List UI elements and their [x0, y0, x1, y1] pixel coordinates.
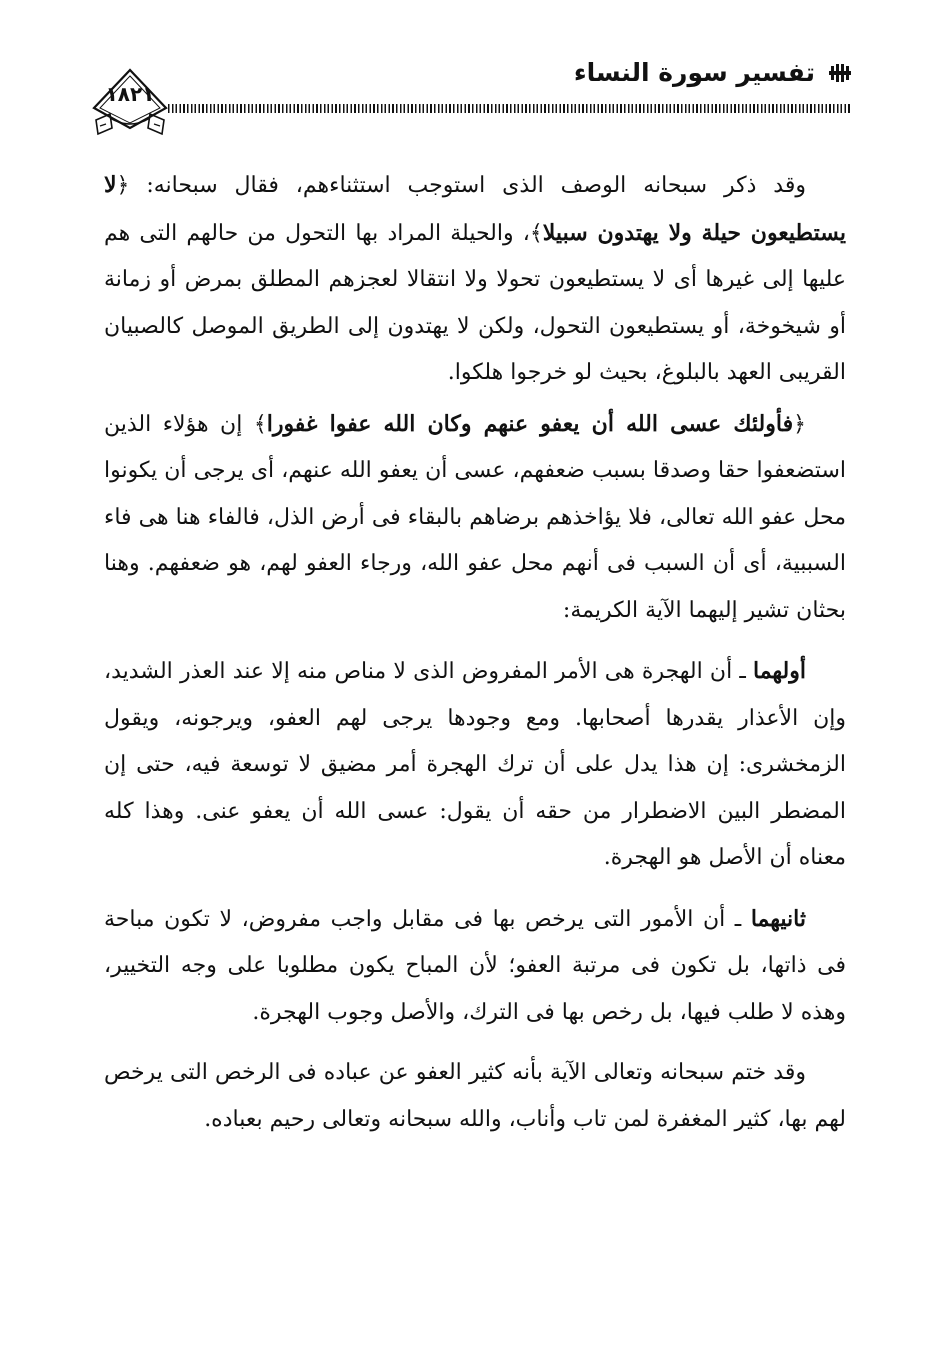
second-point-heading: ثانيهما	[750, 905, 806, 932]
first-point-heading: أولهما	[752, 658, 806, 684]
verse-open-bracket: ﴿	[793, 411, 806, 437]
paragraph-2-body: إن هؤلاء الذين استضعفوا حقا وصدقا بسبب ضعفهم، عسى أن يعفو الله عنهم، أى يرجى أن يكونوا محل عفو الله تعالى، فلا يؤاخذهم برضاهم بالبقاء فى أرض الذل، فالفاء هنا هى فاء السببية، أى أن السبب فى أنهم محل عفو الله، ورجاء العفو لهم، هو ضعفهم. وهنا بحثان تشير إليهما الآية الكريمة:	[104, 411, 846, 623]
paragraph-3	[104, 648, 846, 882]
paragraph-1-body: ، والحيلة المراد بها التحول من حالهم التى هم عليها إلى غيرها أى لا يستطيعون تحولا ولا انتقالا لعجزهم المطلق بمرض أو زمانة أو شيخوخة، أو يستطيعون التحول، ولكن لا يهتدون إلى الطريق الموصل كالصبيان القريبى العهد بالبلوغ، بحيث لو خرجوا هلكوا.	[104, 220, 846, 385]
page-header	[90, 52, 851, 152]
paragraph-4-body: ـ أن الأمور التى يرخص بها فى مقابل واجب مفروض، لا تكون مباحة فى ذاتها، بل تكون فى مرتبة العفو؛ لأن المباح يكون مطلوبا على وجه التخيير، وهذه لا طلب فيها، بل رخص بها فى الترك، والأصل وجوب الهجرة.	[104, 906, 846, 1025]
header-rule	[168, 104, 851, 113]
paragraph-5-body: وقد ختم سبحانه وتعالى الآية بأنه كثير العفو عن عباده فى الرخص التى يرخص لهم بها، كثير المغفرة لمن تاب وأناب، والله سبحانه وتعالى رحيم بعباده.	[104, 1060, 846, 1132]
paragraph-2	[104, 401, 846, 635]
paragraph-1	[104, 162, 846, 397]
paragraph-4	[104, 896, 846, 1037]
quran-verse-2: فأولئك عسى الله أن يعفو عنهم وكان الله عفوا غفورا	[266, 410, 794, 437]
verse-open-bracket: ﴿	[116, 173, 130, 198]
paragraph-5	[104, 1050, 846, 1143]
paragraph-3-body: ـ أن الهجرة هى الأمر المفروض الذى لا مناص منه إلا عند العذر الشديد، وإن الأعذار يقدرها أصحابها. ومع وجودها يرجى لهم العفو، ويرجونه، ويقول الزمخشرى: إن هذا يدل على أن ترك الهجرة أمر مضيق لا توسعة فيه، حتى إن المضطر البين الاضطرار من حقه أن يقول: عسى الله أن يعفو عنى. وهذا كله معناه أن الأصل هو الهجرة.	[104, 659, 846, 870]
running-title-text: تفسير سورة النساء	[573, 58, 815, 87]
verse-close-bracket: ﴾	[253, 411, 267, 437]
page-number-badge-icon	[90, 68, 170, 146]
running-title	[574, 58, 851, 88]
paragraph-1-intro: وقد ذكر سبحانه الوصف الذى استوجب استثناءهم، فقال سبحانه:	[129, 173, 806, 198]
quran-verse-1: لا يستطيعون حيلة ولا يهتدون سبيلا	[104, 172, 846, 246]
page-number: ١٨٢١	[105, 82, 155, 106]
page-body	[104, 162, 846, 1143]
verse-close-bracket: ﴾	[529, 220, 543, 246]
floral-ornament-icon	[829, 62, 851, 84]
